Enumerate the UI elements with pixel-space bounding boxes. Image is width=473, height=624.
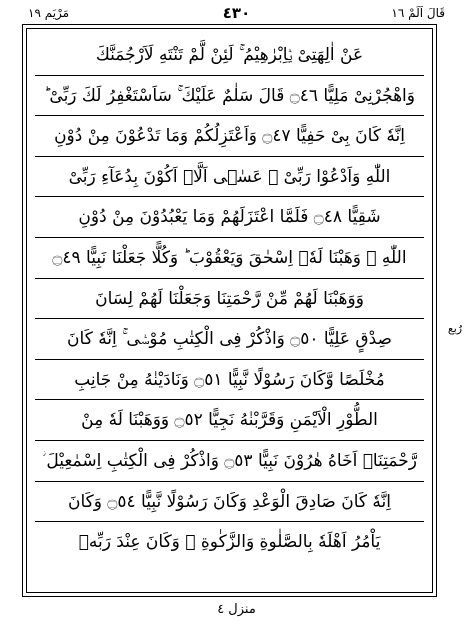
verse-line: رَّحْمَتِنَاۤ اَخَاهُ هٰرُوْنَ نَبِيًّا ۝٥٣ وَاذْكُرْ فِى الْكِتٰبِ اِسْمٰعِيْلَ ؗ [35, 441, 424, 482]
verse-line: مُخْلَصًا وَّكَانَ رَسُوْلًا نَّبِيًّا ۝٥١ وَنَادَيْنٰهُ مِنْ جَانِبِ [35, 360, 424, 401]
verse-lines [35, 35, 424, 586]
page-border [22, 24, 437, 597]
surah-name-header: مَرْيَم ١٩ [28, 6, 70, 20]
verse-line: شَقِيًّا ۝٤٨ فَلَمَّا اعْتَزَلَهُمْ وَمَا يَعْبُدُوْنَ مِنْ دُوْنِ [35, 197, 424, 238]
verse-line: اللّٰهِ ۙ وَهَبْنَا لَهٗۤ اِسْحٰقَ وَيَعْقُوْبَ ؕ وَكُلًّا جَعَلْنَا نَبِيًّا ۝٤٩ [35, 238, 424, 279]
rub-margin-marker: رُبع [447, 322, 463, 335]
verse-line: يَاْمُرُ اَهْلَهٗ بِالصَّلٰوةِ وَالزَّكٰوةِ ۪ وَكَانَ عِنْدَ رَبِّهٖ [78, 532, 381, 553]
manzil-footer: منزل ٤ [217, 602, 256, 617]
verse-line: عَنْ اٰلِهَتِىْ يٰۤاِبْرٰهِيْمُ ۚ لَئِنْ لَّمْ تَنْتَهِ لَاَرْجُمَنَّكَ [35, 35, 424, 76]
page-number: ٤٣٠ [222, 4, 251, 22]
verse-line: اللّٰهِ وَاَدْعُوْا رَبِّىْ ۖ عَسٰۤى اَلَّاۤ اَكُوْنَ بِدُعَآءِ رَبِّىْ [35, 157, 424, 198]
verse-line: اِنَّهٗ كَانَ صَادِقَ الْوَعْدِ وَكَانَ رَسُوْلًا نَّبِيًّا ۝٥٤ وَكَانَ [35, 482, 424, 523]
verse-line: وَاهْجُرْنِىْ مَلِيًّا ۝٤٦ قَالَ سَلٰمٌ عَلَيْكَ ۚ سَاَسْتَغْفِرُ لَكَ رَبِّىْ ؕ [35, 76, 424, 117]
verse-line: اِنَّهٗ كَانَ بِىْ حَفِيًّا ۝٤٧ وَاَعْتَزِلُكُمْ وَمَا تَدْعُوْنَ مِنْ دُوْنِ [35, 116, 424, 157]
page-inner-border [26, 28, 433, 593]
para-name-header: قَالَ اَلَمْ ١٦ [391, 6, 445, 20]
verse-line: صِدْقٍ عَلِيًّا ۝٥٠ وَاذْكُرْ فِى الْكِتٰبِ مُوْسٰۤى ۚ اِنَّهٗ كَانَ [35, 319, 424, 360]
verse-line: الطُّوْرِ الْاَيْمَنِ وَقَرَّبْنٰهُ نَجِيًّا ۝٥٢ وَوَهَبْنَا لَهٗ مِنْ [35, 400, 424, 441]
verse-line: وَوَهَبْنَا لَهُمْ مِّنْ رَّحْمَتِنَا وَجَعَلْنَا لَهُمْ لِسَانَ [35, 279, 424, 320]
